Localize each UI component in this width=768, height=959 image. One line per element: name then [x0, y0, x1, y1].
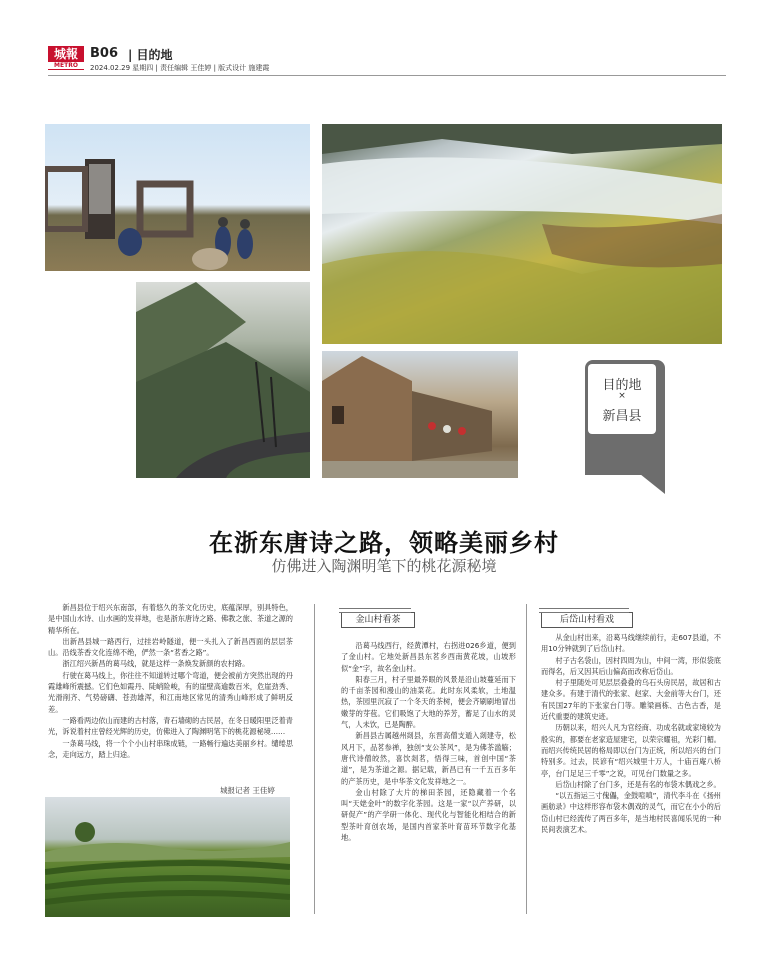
- jinshan-paragraph: 沿葛马线西行，经黄潭村，右拐进026乡道，便到了金山村。它地处新昌县东茗乡西南黄花坡，山坡形似“金”字，故名金山村。: [341, 641, 516, 673]
- column-rule: [526, 604, 527, 914]
- houdaishan-paragraph: 历朝以来，绍兴人凡为官经商、功成名就或家境较为殷实的，都要在老家造屋建宅，以荣宗耀祖，光彩门楣。而绍兴传统民居的格局即以台门为正统，所以绍兴的台门特别多。过去，民谚有“绍兴城里十万人，十庙百庵八桥亭，台门足足三千零”之说，可见台门数量之多。: [541, 723, 721, 778]
- intro-paragraph: 出新昌县城一路西行，过挂岩岭隧道，便一头扎入了新昌西面的层层茶山。沿线茶香文化连绵不绝，俨然一条“茗香之路”。: [48, 636, 293, 658]
- village-illustration: [322, 351, 518, 478]
- jinshan-paragraph: 阳春三月，村子里最养眼的风景是沿山坡蔓延而下的千亩茶园和漫山的油菜花。此时东风柔软，土地温热，茶园里沉寂了一个冬天的茶树，便会齐刷刷地冒出嫩芽的芽苞。它们吸饱了大地的养芳，蓄足了山水的灵气，人未饮，已是陶醉。: [341, 674, 516, 730]
- jinshan-paragraph: 金山村除了大片的梯田茶园，还隐藏着一个名叫“天姥金叶”的数字化茶园。这是一家“以产养研，以研促产”的产学研一体化、现代化与智能化相结合的新型茶叶育创农场，是国内首家茶叶育苗环节数字化基地。: [341, 787, 516, 843]
- intro-paragraph: 一条葛马线，将一个个小山村串珠成链，一路畅行遍达美丽乡村。缱绻思念，走向远方，踏上归途。: [48, 738, 293, 759]
- badge-destination: 目的地: [602, 378, 642, 393]
- houdaishan-paragraph: 村子古名袋山，因村四周为山，中间一湾，形似袋底而得名，后又因其后山偏高而改称后岱山。: [541, 655, 721, 676]
- houdaishan-column: [541, 632, 721, 835]
- photo-terraced-fields: [322, 124, 722, 344]
- photo-tea-garden: [45, 797, 290, 917]
- badge-tail: [635, 470, 665, 494]
- intro-paragraph: 一路看两边依山而建的古村落，青石墙砌的古民居，在冬日暖阳里泛着青光，诉说着村庄曾经光辉的历史，仿佛进入了陶渊明笔下的桃花源秘境……: [48, 715, 293, 737]
- headline: 在浙东唐诗之路，领略美丽乡村: [209, 528, 559, 557]
- section-name: | 目的地: [128, 48, 173, 62]
- jinshan-paragraph: 新昌县古属越州剡县，东晋高僧支遁入剡建寺，松风月下，品茗参禅，独创“支公茶风”，是为佛茶滥觞；唐代诗僧皎然，喜饮剡茗，悟得三味，首创中国“茶道”，是为茶道之源。据记载，新昌已有一千五百多年的产茶历史，是中华茶文化发祥地之一。: [341, 731, 516, 786]
- houdaishan-paragraph: “以五指运三寸傀儡，金鼓喧嗔”，清代李斗在《扬州画舫录》中这样形容布袋木偶戏的灵气，而它在小小的后岱山村已经流传了两百多年，是当地村民喜闻乐见的一种民间表演艺术。: [541, 791, 721, 835]
- fields-illustration: [322, 124, 722, 344]
- photo-mountain-road: [136, 282, 310, 478]
- houdaishan-paragraph: 从金山村出来，沿葛马线继续前行，走607县道，不用10分钟就到了后岱山村。: [541, 633, 721, 654]
- intro-paragraph: 浙江绍兴新昌的葛马线，就是这样一条焕发新颜的农村路。: [62, 659, 250, 669]
- houdaishan-paragraph: 后岱山村除了台门多，还是有名的布袋木偶戏之乡。: [555, 779, 721, 789]
- intro-paragraph: 行驶在葛马线上，你往往不知道转过哪个弯道，便会被前方突然出现的丹霞雄峰所震撼。它们色如霞丹、陡峭险峻，有的崖壁高逾数百米，危崖劲秀、光滑削齐、气势磅礴、苍劲雄浑，和江南地区常见的清秀山峰形成了鲜明反差。: [48, 670, 293, 714]
- intro-paragraph: 新昌县位于绍兴东南部，有着悠久的茶文化历史，底蕴深厚，别具特色，是中国山水诗、山水画的发祥地，也是浙东唐诗之路、佛教之旅、茶道之源的精华所在。: [48, 603, 293, 635]
- column-rule: [314, 604, 315, 914]
- road-illustration: [136, 282, 310, 478]
- logo-text: 城報: [53, 47, 78, 61]
- jinshan-column: [341, 640, 516, 843]
- photo-sculptures: [45, 124, 310, 271]
- header-rule: [48, 75, 726, 76]
- logo-sub: METRO: [48, 62, 84, 69]
- sculpture-illustration: [45, 124, 310, 271]
- issue-line: 2024.02.29 星期四 | 责任编辑 王佳婷 | 版式设计 施建霞: [90, 64, 270, 72]
- badge-separator: ×: [618, 391, 626, 401]
- houdaishan-paragraph: 村子里随处可见层层叠叠的乌石头房民居，故居和古建众多。有建于清代的张家、赵家、大金前等大台门，还有民国27年的下张家台门等。雕梁画栋、古色古香，是近代重要的建筑史迹。: [541, 678, 721, 722]
- page-number: B06: [90, 46, 118, 61]
- badge-county: 新昌县: [602, 409, 642, 424]
- intro-column: [48, 602, 293, 760]
- section-heading-jinshan: 金山村看茶: [341, 612, 415, 628]
- photo-stone-village: [322, 351, 518, 478]
- subheadline: 仿佛进入陶渊明笔下的桃花源秘境: [271, 557, 497, 575]
- byline: 城报记者 王佳婷: [220, 786, 275, 795]
- tea-illustration: [45, 797, 290, 917]
- section-heading-houdaishan: 后岱山村看戏: [541, 612, 633, 628]
- masthead-logo: [48, 46, 84, 70]
